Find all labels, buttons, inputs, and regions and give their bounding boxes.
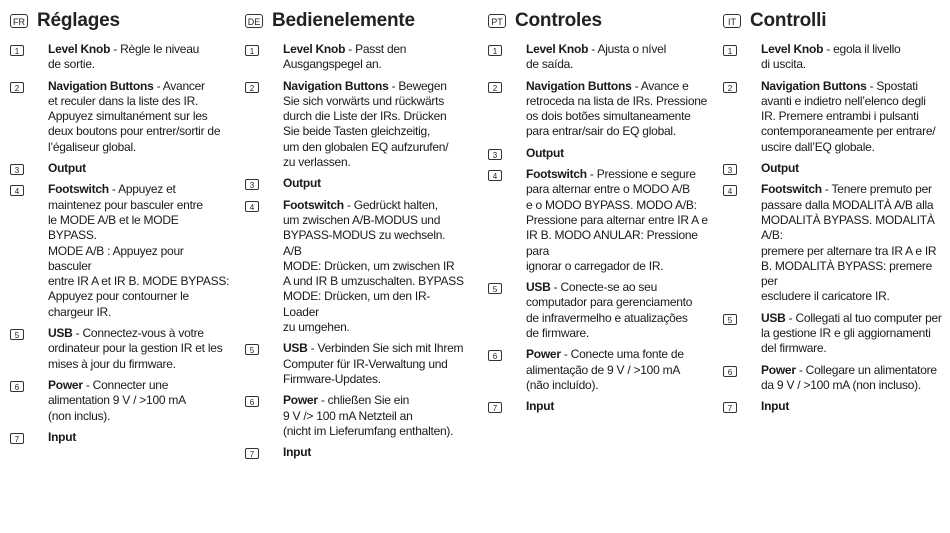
list-item — [723, 182, 945, 304]
section-title: Controles — [515, 10, 602, 31]
item-description: - Tenere premuto per passare dalla MODALITÀ A/B alla MODALITÀ BYPASS. MODALITÀ A/B: premere per alternare tra IR A e IR B. MODALITÀ BYPASS: premere per escludere il caricatore IR. — [761, 182, 937, 304]
item-description: - Collegare un alimentatore da 9 V / >100 mA (non incluso). — [761, 362, 937, 392]
list-item — [723, 161, 945, 176]
item-name: Input — [48, 429, 77, 444]
item-description: - Règle le niveau de sortie. — [48, 42, 200, 72]
item-description: - egola il livello di uscita. — [761, 42, 901, 72]
item-number-badge: 1 — [723, 45, 737, 56]
language-badge: DE — [245, 14, 263, 28]
list-item — [488, 347, 710, 393]
item-description: - Appuyez et maintenez pour basculer entre le MODE A/B et le MODE BYPASS. MODE A/B : Appuyez pour basculer entre IR A et IR B. MODE BYPASS: Appuyez pour contourner le chargeur IR. — [48, 182, 230, 319]
item-description: - chließen Sie ein 9 V /> 100 mA Netzteil an (nicht im Lieferumfang enthalten). — [283, 393, 454, 438]
language-badge: PT — [488, 14, 506, 28]
item-description: - Ajusta o nível de saída. — [526, 42, 666, 72]
item-name: USB — [761, 310, 786, 325]
item-description: - Avancer et reculer dans la liste des IR. Appuyez simultanément sur les deux boutons pour entrer/sortir de l’égaliseur global. — [48, 78, 221, 154]
item-number-badge: 5 — [245, 344, 259, 355]
list-item — [245, 198, 465, 336]
item-name: Level Knob — [526, 42, 589, 56]
item-number-badge: 4 — [723, 185, 737, 196]
item-number-badge: 6 — [723, 366, 737, 377]
item-number-badge: 3 — [488, 149, 502, 160]
item-number-badge: 4 — [245, 201, 259, 212]
column-it — [723, 8, 945, 421]
item-name: Navigation Buttons — [283, 78, 389, 93]
list-item — [10, 161, 230, 176]
language-badge: FR — [10, 14, 28, 28]
item-name: USB — [283, 341, 308, 356]
item-description: - Conecte-se ao seu computador para gerenciamento de infravermelho e atualizações de firmware. — [526, 280, 693, 341]
item-number-badge: 1 — [245, 45, 259, 56]
item-number-badge: 2 — [723, 82, 737, 93]
list-item — [723, 399, 945, 414]
item-name: Power — [526, 347, 561, 362]
item-description: - Pressione e segure para alternar entre o MODO A/B e o MODO BYPASS. MODO A/B: Pressione para alternar entre IR A e IR B. MODO ANULAR: Pressione para ignorar o carregador de IR. — [526, 167, 708, 273]
item-description: - Spostati avanti e indietro nell’elenco degli IR. Premere entrambi i pulsanti contemporaneamente per entrare/ uscire dall’EQ globale. — [761, 78, 936, 154]
item-description: - Verbinden Sie sich mit Ihrem Computer für IR-Verwaltung und Firmware-Updates. — [283, 341, 464, 386]
item-number-badge: 3 — [245, 179, 259, 190]
section-title: Bedienelemente — [272, 10, 415, 31]
item-name: Navigation Buttons — [761, 78, 867, 93]
list-item — [245, 176, 465, 191]
list-item — [245, 42, 465, 73]
item-description: - Collegati al tuo computer per la gestione IR e gli aggiornamenti del firmware. — [761, 310, 942, 356]
item-name: Output — [283, 176, 321, 191]
item-name: Input — [761, 399, 790, 414]
column-header — [723, 8, 945, 34]
list-item — [488, 167, 710, 274]
item-description: - Connectez-vous à votre ordinateur pour la gestion IR et les mises à jour du firmware. — [48, 326, 223, 371]
item-name: Footswitch — [283, 197, 344, 212]
list-item — [723, 363, 945, 394]
section-title: Réglages — [37, 10, 120, 31]
item-number-badge: 1 — [488, 45, 502, 56]
item-name: Output — [526, 145, 564, 160]
item-description: - Conecte uma fonte de alimentação de 9 V / >100 mA (não incluído). — [526, 347, 684, 392]
list-item — [10, 378, 230, 424]
item-name: Input — [526, 399, 555, 414]
item-name: Level Knob — [761, 42, 824, 56]
item-number-badge: 2 — [10, 82, 24, 93]
item-name: Power — [48, 377, 83, 392]
item-number-badge: 4 — [488, 170, 502, 181]
column-header — [10, 8, 230, 34]
item-number-badge: 1 — [10, 45, 24, 56]
item-number-badge: 7 — [488, 402, 502, 413]
item-description: - Bewegen Sie sich vorwärts und rückwärts durch die Liste der IRs. Drücken Sie beide Tasten gleichzeitig, um den globalen EQ aufzurufen/ zu verlassen. — [283, 78, 449, 170]
item-name: Power — [283, 393, 318, 408]
column-fr — [10, 8, 230, 451]
list-item — [488, 42, 710, 73]
item-name: Level Knob — [283, 42, 346, 56]
item-number-badge: 3 — [10, 164, 24, 175]
list-item — [10, 182, 230, 320]
item-description: - Gedrückt halten, um zwischen A/B-MODUS und BYPASS-MODUS zu wechseln. A/B MODE: Drücken, um zwischen IR A und IR B umzuschalten. BYPASS MODE: Drücken, um den IR-Loader zu umgehen. — [283, 197, 464, 335]
list-item — [488, 146, 710, 161]
item-name: Footswitch — [526, 167, 587, 182]
item-number-badge: 2 — [488, 82, 502, 93]
item-name: Navigation Buttons — [526, 78, 632, 93]
item-name: Footswitch — [761, 182, 822, 197]
list-item — [488, 280, 710, 341]
item-number-badge: 4 — [10, 185, 24, 196]
column-header — [245, 8, 465, 34]
list-item — [488, 399, 710, 414]
list-item — [245, 79, 465, 171]
list-item — [723, 79, 945, 155]
list-item — [245, 445, 465, 460]
item-description: - Connecter une alimentation 9 V / >100 mA (non inclus). — [48, 377, 186, 423]
item-number-badge: 5 — [723, 314, 737, 325]
column-de — [245, 8, 465, 466]
list-item — [10, 326, 230, 372]
item-number-badge: 6 — [488, 350, 502, 361]
item-number-badge: 5 — [10, 329, 24, 340]
item-number-badge: 3 — [723, 164, 737, 175]
item-name: Level Knob — [48, 42, 111, 56]
item-number-badge: 2 — [245, 82, 259, 93]
item-description: - Avance e retroceda na lista de IRs. Pressione os dois botões simultaneamente para entrar/sair do EQ global. — [526, 78, 708, 139]
list-item — [10, 42, 230, 73]
list-item — [10, 430, 230, 445]
list-item — [723, 311, 945, 357]
item-name: Input — [283, 445, 312, 460]
item-name: Output — [761, 161, 799, 176]
language-badge: IT — [723, 14, 741, 28]
item-number-badge: 5 — [488, 283, 502, 294]
list-item — [245, 341, 465, 387]
item-number-badge: 6 — [10, 381, 24, 392]
list-item — [10, 79, 230, 155]
column-header — [488, 8, 710, 34]
item-number-badge: 6 — [245, 396, 259, 407]
list-item — [488, 79, 710, 140]
item-number-badge: 7 — [245, 448, 259, 459]
item-name: USB — [526, 280, 551, 295]
item-name: Output — [48, 161, 86, 176]
item-name: USB — [48, 326, 73, 341]
item-number-badge: 7 — [10, 433, 24, 444]
item-description: - Passt den Ausgangspegel an. — [283, 42, 407, 72]
column-pt — [488, 8, 710, 421]
item-name: Power — [761, 362, 796, 377]
section-title: Controlli — [750, 10, 827, 31]
item-name: Footswitch — [48, 182, 109, 197]
item-number-badge: 7 — [723, 402, 737, 413]
item-name: Navigation Buttons — [48, 78, 154, 93]
list-item — [723, 42, 945, 73]
list-item — [245, 393, 465, 439]
